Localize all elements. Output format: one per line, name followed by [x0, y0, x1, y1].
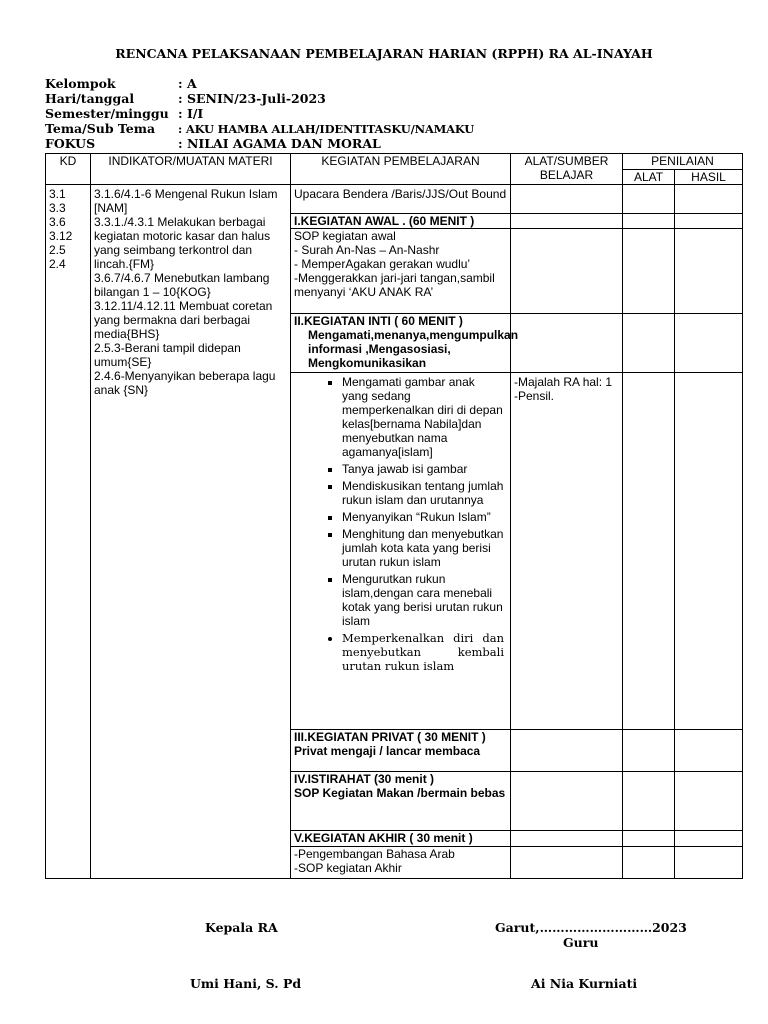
header-value: : I/I [178, 106, 204, 121]
penilaian-alat-cell [623, 185, 675, 214]
col-header-penilaian-alat: ALAT [623, 170, 675, 185]
header-row-fokus [45, 136, 381, 152]
alat-cell [511, 831, 623, 847]
kepala-label: Kepala RA [205, 920, 278, 935]
kegiatan-awal-line: - Surah An-Nas – An-Nashr [294, 243, 440, 257]
indikator-item: 3.3.1./4.3.1 Melakukan berbagai kegiatan motoric kasar dan halus yang seimbang terkontrol dan lincah.{FM} [94, 215, 271, 271]
header-row-kelompok [45, 76, 197, 92]
upacara-cell: Upacara Bendera /Baris/JJS/Out Bound [291, 185, 511, 214]
header-row-tema [45, 121, 474, 137]
col-header-penilaian: PENILAIAN [623, 154, 743, 170]
penilaian-hasil-cell [675, 772, 743, 831]
kegiatan-inti-header-cell [291, 314, 519, 373]
col-header-kd: KD [46, 154, 91, 185]
kegiatan-awal-cell [291, 229, 511, 314]
list-item: ▪ Mengamati gambar anak yang sedang memperkenalkan diri di depan kelas[bernama Nabila]dan menyebutkan nama agamanya[islam] [342, 375, 504, 459]
penilaian-alat-cell [623, 314, 675, 373]
header-row-hari-tanggal [45, 91, 326, 107]
penilaian-hasil-cell [675, 214, 743, 229]
kegiatan-privat-text: Privat mengaji / lancar membaca [294, 744, 481, 758]
penilaian-hasil-cell [675, 730, 743, 772]
header-value: : AKU HAMBA ALLAH/IDENTITASKU/NAMAKU [178, 122, 475, 136]
penilaian-alat-cell [623, 214, 675, 229]
header-value: : A [178, 76, 197, 91]
list-item: ▪ Mengurutkan rukun islam,dengan cara menebali kotak yang berisi urutan rukun islam [342, 572, 504, 628]
kd-item: 3.1 [49, 187, 66, 201]
col-header-kegiatan: KEGIATAN PEMBELAJARAN [291, 154, 511, 185]
guru-name: Ai Nia Kurniati [531, 976, 638, 991]
kegiatan-awal-title: I.KEGIATAN AWAL . (60 MENIT ) [291, 214, 511, 229]
kegiatan-akhir-title: V.KEGIATAN AKHIR ( 30 menit ) [291, 831, 511, 847]
penilaian-alat-cell [623, 831, 675, 847]
list-item: ▪ Tanya jawab isi gambar [342, 462, 504, 476]
penilaian-hasil-cell [675, 229, 743, 314]
kegiatan-inti-title: II.KEGIATAN INTI ( 60 MENIT ) [294, 314, 463, 328]
list-item: ▪ Menghitung dan menyebutkan jumlah kota kata yang berisi urutan rukun islam [342, 527, 504, 569]
kd-cell [46, 185, 91, 879]
kd-item: 3.6 [49, 215, 66, 229]
header-row-semester [45, 106, 203, 122]
penilaian-hasil-cell [675, 373, 743, 730]
col-header-penilaian-hasil: HASIL [675, 170, 743, 185]
indikator-item: 2.5.3-Berani tampil didepan umum{SE} [94, 341, 241, 369]
penilaian-alat-cell [623, 229, 675, 314]
istirahat-title: IV.ISTIRAHAT (30 menit ) [294, 772, 435, 786]
kd-item: 2.4 [49, 257, 66, 271]
list-item: ▪ Mendiskusikan tentang jumlah rukun islam dan urutannya [342, 479, 504, 507]
alat-item: -Pensil. [514, 389, 555, 403]
list-item: • Memperkenalkan diri dan menyebutkan kembali urutan rukun islam [342, 631, 504, 673]
header-value: : SENIN/23-Juli-2023 [178, 91, 326, 106]
header-label: Tema/Sub Tema [45, 121, 156, 136]
alat-cell [511, 730, 623, 772]
penilaian-alat-cell [623, 772, 675, 831]
alat-cell [511, 185, 623, 214]
rpph-table [45, 153, 743, 879]
document-title: RENCANA PELAKSANAAN PEMBELAJARAN HARIAN (RPPH) RA AL-INAYAH [115, 46, 653, 61]
header-value: : NILAI AGAMA DAN MORAL [178, 136, 381, 151]
alat-cell [511, 214, 623, 229]
kegiatan-privat-title: III.KEGIATAN PRIVAT ( 30 MENIT ) [294, 730, 486, 744]
alat-item: -Majalah RA hal: 1 [514, 375, 613, 389]
kegiatan-inti-cell [291, 373, 511, 730]
header-label: FOKUS [45, 136, 96, 151]
alat-inti-cell [511, 373, 623, 730]
kegiatan-akhir-line: -Pengembangan Bahasa Arab [294, 847, 455, 861]
indikator-item: 3.6.7/4.6.7 Menebutkan lambang bilangan 1 – 10{KOG} [94, 271, 270, 299]
indikator-item: 2.4.6-Menyanyikan beberapa lagu anak {SN} [94, 369, 276, 397]
indikator-item: 3.1.6/4.1-6 Mengenal Rukun Islam [NAM] [94, 187, 278, 215]
penilaian-alat-cell [623, 730, 675, 772]
kegiatan-awal-line: - MemperAgakan gerakan wudlu’ [294, 257, 471, 271]
header-label: Semester/minggu [45, 106, 169, 121]
guru-label: Guru [563, 935, 599, 950]
kegiatan-awal-line: -Menggerakkan jari-jari tangan,sambil menyanyi ‘AKU ANAK RA’ [294, 271, 495, 299]
kepala-name: Umi Hani, S. Pd [190, 976, 302, 991]
penilaian-hasil-cell [675, 847, 743, 879]
kegiatan-awal-line: SOP kegiatan awal [294, 229, 396, 243]
header-label: Kelompok [45, 76, 116, 91]
indikator-cell [91, 185, 291, 879]
penilaian-hasil-cell [675, 185, 743, 214]
indikator-item: 3.12.11/4.12.11 Membuat coretan yang bermakna dari berbagai media{BHS} [94, 299, 273, 341]
kegiatan-akhir-line: -SOP kegiatan Akhir [294, 861, 402, 875]
alat-cell [511, 772, 623, 831]
alat-cell [511, 847, 623, 879]
kegiatan-inti-subtitle: Mengamati,menanya,mengumpulkan informasi ,Mengasosiasi, Mengkomunikasikan [308, 328, 519, 370]
kd-item: 2.5 [49, 243, 66, 257]
place-date: Garut,………………………2023 [495, 920, 687, 935]
penilaian-alat-cell [623, 847, 675, 879]
list-item: ▪ Menyanyikan “Rukun Islam” [342, 510, 504, 524]
alat-cell [511, 314, 623, 373]
penilaian-hasil-cell [675, 831, 743, 847]
col-header-indikator: INDIKATOR/MUATAN MATERI [91, 154, 291, 185]
penilaian-alat-cell [623, 373, 675, 730]
istirahat-cell [291, 772, 511, 831]
col-header-alat-sumber: ALAT/SUMBER BELAJAR [511, 154, 623, 185]
kegiatan-privat-cell [291, 730, 511, 772]
alat-cell [511, 229, 623, 314]
header-label: Hari/tanggal [45, 91, 135, 106]
kegiatan-akhir-cell [291, 847, 511, 879]
penilaian-hasil-cell [675, 314, 743, 373]
kd-item: 3.3 [49, 201, 66, 215]
kd-item: 3.12 [49, 229, 73, 243]
istirahat-text: SOP Kegiatan Makan /bermain bebas [294, 786, 506, 800]
